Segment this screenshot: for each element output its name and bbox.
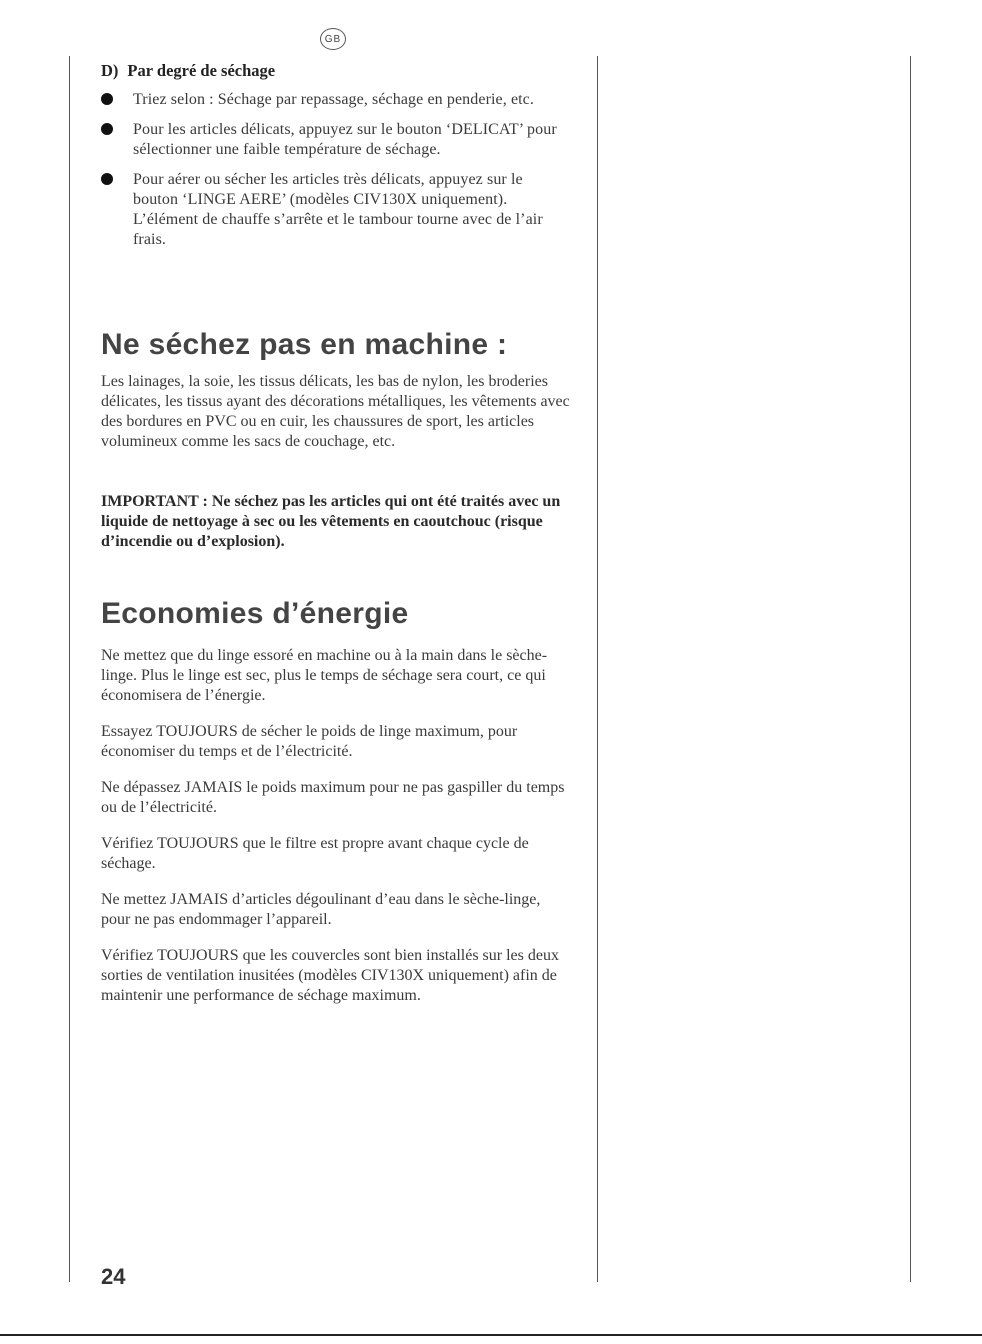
page-bottom-edge bbox=[0, 1334, 982, 1336]
bullet-icon bbox=[101, 93, 113, 105]
page-number: 24 bbox=[101, 1264, 126, 1289]
right-margin-rule bbox=[910, 56, 911, 1282]
list-item: Triez selon : Séchage par repassage, séchage en penderie, etc. bbox=[101, 90, 571, 110]
bullet-icon bbox=[101, 173, 113, 185]
center-column-rule bbox=[597, 56, 598, 1282]
tip-paragraph: Ne dépassez JAMAIS le poids maximum pour ne pas gaspiller du temps ou de l’électricité. bbox=[101, 779, 565, 816]
tip-paragraph: Ne mettez JAMAIS d’articles dégoulinant d’eau dans le sèche-linge, pour ne pas endommager l’appareil. bbox=[101, 891, 541, 928]
tip-paragraph: Ne mettez que du linge essoré en machine ou à la main dans le sèche-linge. Plus le linge est sec, plus le temps de séchage sera court, ce qui économisera de l’énergie. bbox=[101, 647, 548, 704]
section-d-title-text: Par degré de séchage bbox=[127, 61, 276, 80]
tip-paragraph: Vérifiez TOUJOURS que les couvercles sont bien installés sur les deux sorties de ventilation inusitées (modèles CIV130X uniquement) afin de maintenir une performance de séchage maximum. bbox=[101, 947, 559, 1004]
drying-bullet-list bbox=[101, 90, 571, 250]
list-item: Pour les articles délicats, appuyez sur le bouton ‘DELICAT’ pour sélectionner une faible température de séchage. bbox=[101, 120, 571, 160]
tip-paragraph: Vérifiez TOUJOURS que le filtre est propre avant chaque cycle de séchage. bbox=[101, 835, 529, 872]
section-drying-degree bbox=[101, 60, 571, 260]
section-d-title bbox=[101, 60, 571, 82]
language-badge: GB bbox=[320, 28, 346, 50]
energy-saving-tips bbox=[101, 646, 571, 1022]
list-item: Pour aérer ou sécher les articles très délicats, appuyez sur le bouton ‘LINGE AERE’ (modèles CIV130X uniquement). L’élément de chauffe s’arrête et le tambour tourne avec de l’air frais. bbox=[101, 170, 571, 250]
heading-energy-saving: Economies d’énergie bbox=[101, 597, 409, 630]
important-warning: IMPORTANT : Ne séchez pas les articles qui ont été traités avec un liquide de nettoyage à sec ou les vêtements en caoutchouc (risque d’incendie ou d’explosion). bbox=[101, 493, 561, 550]
section-d-letter: D) bbox=[101, 61, 119, 80]
tip-paragraph: Essayez TOUJOURS de sécher le poids de linge maximum, pour économiser du temps et de l’électricité. bbox=[101, 723, 518, 760]
do-not-dry-paragraph: Les lainages, la soie, les tissus délicats, les bas de nylon, les broderies délicates, les tissus ayant des décorations métalliques, les vêtements avec des bordures en PVC ou en cuir, les chaussures de sport, les articles volumineux comme les sacs de couchage, etc. bbox=[101, 373, 570, 450]
bullet-icon bbox=[101, 123, 113, 135]
left-margin-rule bbox=[69, 56, 70, 1282]
heading-do-not-dry: Ne séchez pas en machine : bbox=[101, 328, 508, 361]
